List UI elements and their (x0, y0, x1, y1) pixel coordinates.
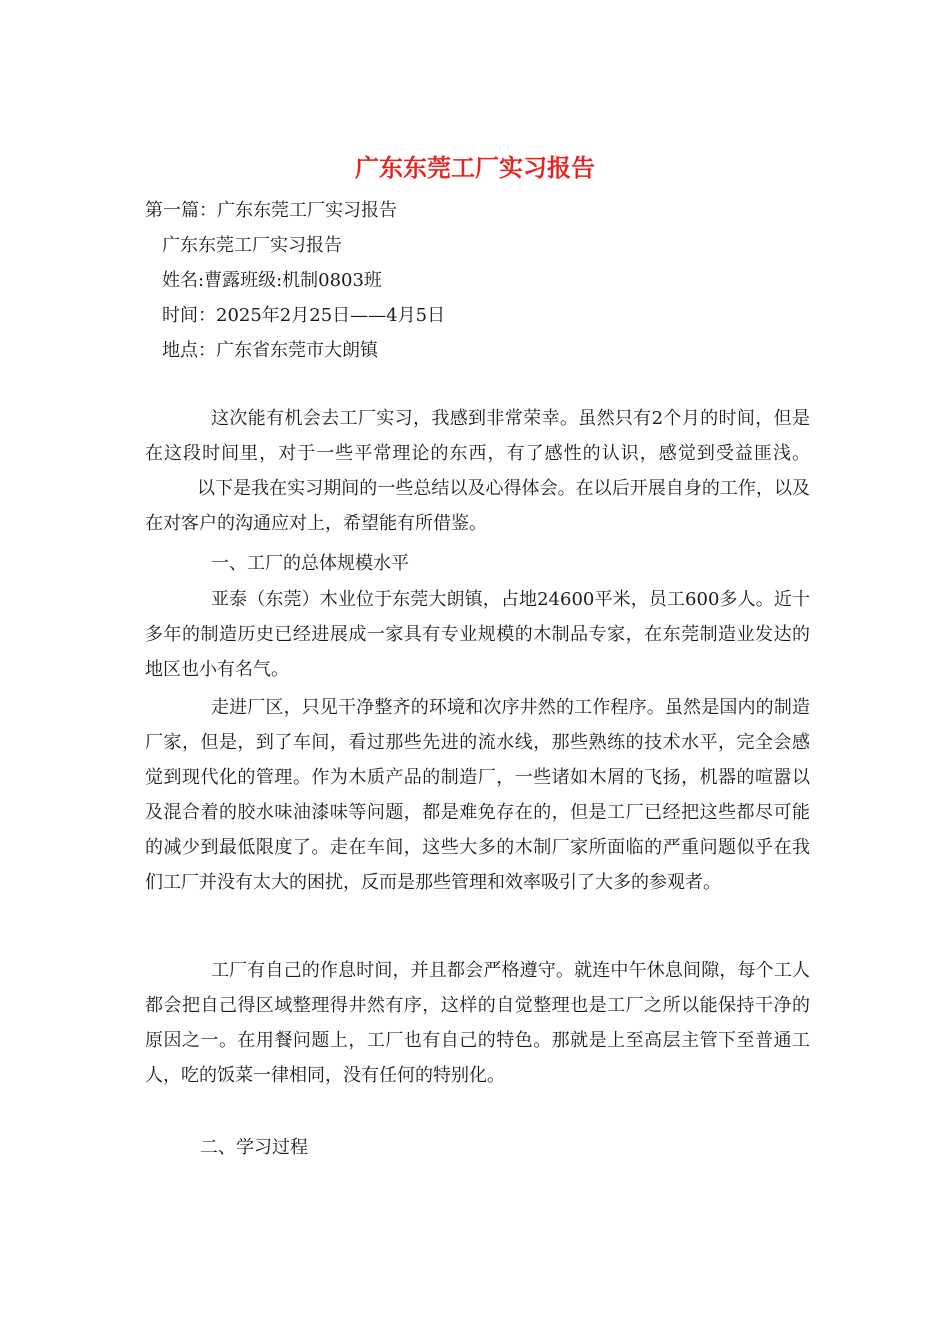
section-1-heading: 一、工厂的总体规模水平 (211, 553, 409, 574)
company-paragraph: 亚泰（东莞）木业位于东莞大朗镇，占地24600平米，员工600多人。近十多年的制造历史已经进展成一家具有专业规模的木制品专家，在东莞制造业发达的地区也小有名气。 (145, 589, 810, 680)
chapter-heading: 第一篇：广东东莞工厂实习报告 (145, 200, 397, 221)
section-2-heading: 二、学习过程 (200, 1137, 308, 1158)
schedule-paragraph: 工厂有自己的作息时间，并且都会严格遵守。就连中午休息间隙，每个工人都会把自己得区域整理得井然有序，这样的自觉整理也是工厂之所以能保持干净的原因之一。在用餐问题上，工厂也有自己的特色。那就是上至高层主管下至普通工人，吃的饭菜一律相同，没有任何的特别化。 (145, 960, 810, 1086)
time-line: 时间：2025年2月25日——4月5日 (162, 305, 446, 326)
name-class-line: 姓名:曹露班级:机制0803班 (162, 270, 382, 291)
intro-part-2: 以下是我在实习期间的一些总结以及心得体会。在以后开展自身的工作，以及在对客户的沟通应对上，希望能有所借鉴。 (145, 478, 810, 534)
report-subtitle: 广东东莞工厂实习报告 (162, 235, 342, 256)
place-line: 地点：广东省东莞市大朗镇 (162, 340, 378, 361)
intro-paragraph (145, 401, 810, 541)
intro-part-1: 这次能有机会去工厂实习，我感到非常荣幸。虽然只有2个月的时间，但是在这段时间里，对于一些平常理论的东西，有了感性的认识，感觉到受益匪浅。 (145, 408, 810, 464)
factory-paragraph: 走进厂区，只见干净整齐的环境和次序井然的工作程序。虽然是国内的制造厂家，但是，到了车间，看过那些先进的流水线，那些熟练的技术水平，完全会感觉到现代化的管理。作为木质产品的制造厂，一些诸如木屑的飞扬，机器的喧嚣以及混合着的胶水味油漆味等问题，都是难免存在的，但是工厂已经把这些都尽可能的减少到最低限度了。走在车间，这些大多的木制厂家所面临的严重问题似乎在我们工厂并没有太大的困扰，反而是那些管理和效率吸引了大多的参观者。 (145, 697, 810, 893)
document-title: 广东东莞工厂实习报告 (355, 153, 595, 182)
